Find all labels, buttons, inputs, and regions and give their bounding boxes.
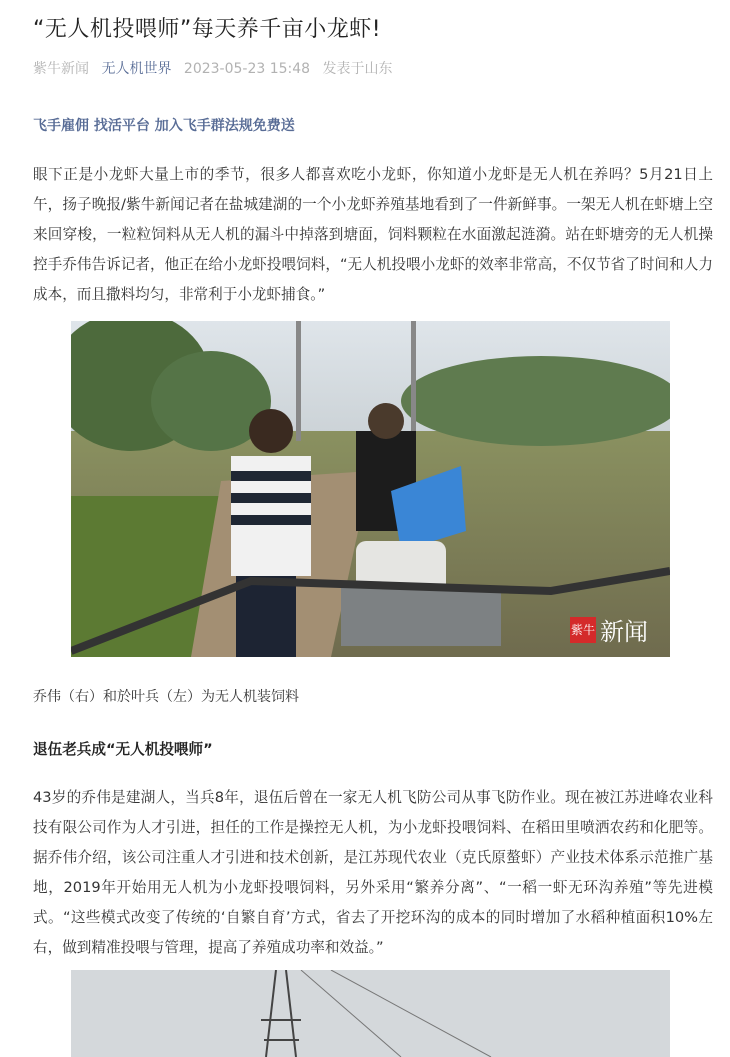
- article-meta: [33, 58, 401, 78]
- drone-feeding-photo: [71, 321, 670, 657]
- publish-datetime: 2023-05-23 15:48: [183, 61, 311, 77]
- section-heading: 退伍老兵成“无人机投喂师”: [33, 741, 213, 758]
- power-tower-photo: [71, 970, 670, 1057]
- paragraph-2: 43岁的乔伟是建湖人，当兵8年，退伍后曾在一家无人机飞防公司从事飞防作业。现在被江苏进峰农业科技有限公司作为人才引进，担任的工作是操控无人机，为小龙虾投喂饲料、在稻田里喷洒农药和化肥等。据乔伟介绍，该公司注重人才引进和技术创新，是江苏现代农业（克氏原螯虾）产业技术体系示范推广基地，2019年开始用无人机为小龙虾投喂饲料，另外采用“繁养分离”、“一稻一虾无环沟养殖”等先进模式。“这些模式改变了传统的‘自繁自育’方式，省去了开挖环沟的成本的同时增加了水稻种植面积10%左右，做到精准投喂与管理，提高了养殖成功率和效益。”: [33, 789, 713, 956]
- article-title: “无人机投喂师”每天养千亩小龙虾!: [33, 17, 382, 42]
- promo-link[interactable]: 飞手雇佣 找活平台 加入飞手群法规免费送: [33, 118, 295, 134]
- source-name: 紫牛新闻: [33, 61, 89, 77]
- account-link[interactable]: 无人机世界: [101, 61, 172, 77]
- watermark-logo: 紫牛 新闻: [570, 618, 648, 646]
- photo-caption: 乔伟（右）和於叶兵（左）为无人机装饲料: [33, 689, 299, 705]
- paragraph-1: 眼下正是小龙虾大量上市的季节，很多人都喜欢吃小龙虾，你知道小龙虾是无人机在养吗？5月21日上午，扬子晚报/紫牛新闻记者在盐城建湖的一个小龙虾养殖基地看到了一件新鲜事。一架无人机在虾塘上空来回穿梭，一粒粒饲料从无人机的漏斗中掉落到塘面，饲料颗粒在水面激起涟漪。站在虾塘旁的无人机操控手乔伟告诉记者，他正在给小龙虾投喂饲料，“无人机投喂小龙虾的效率非常高，不仅节省了时间和人力成本，而且撒料均匀，非常利于小龙虾捕食。”: [33, 166, 713, 303]
- article-photo-2: [71, 970, 670, 1057]
- article-photo-1: [71, 321, 670, 657]
- publish-location: 发表于山东: [322, 61, 393, 77]
